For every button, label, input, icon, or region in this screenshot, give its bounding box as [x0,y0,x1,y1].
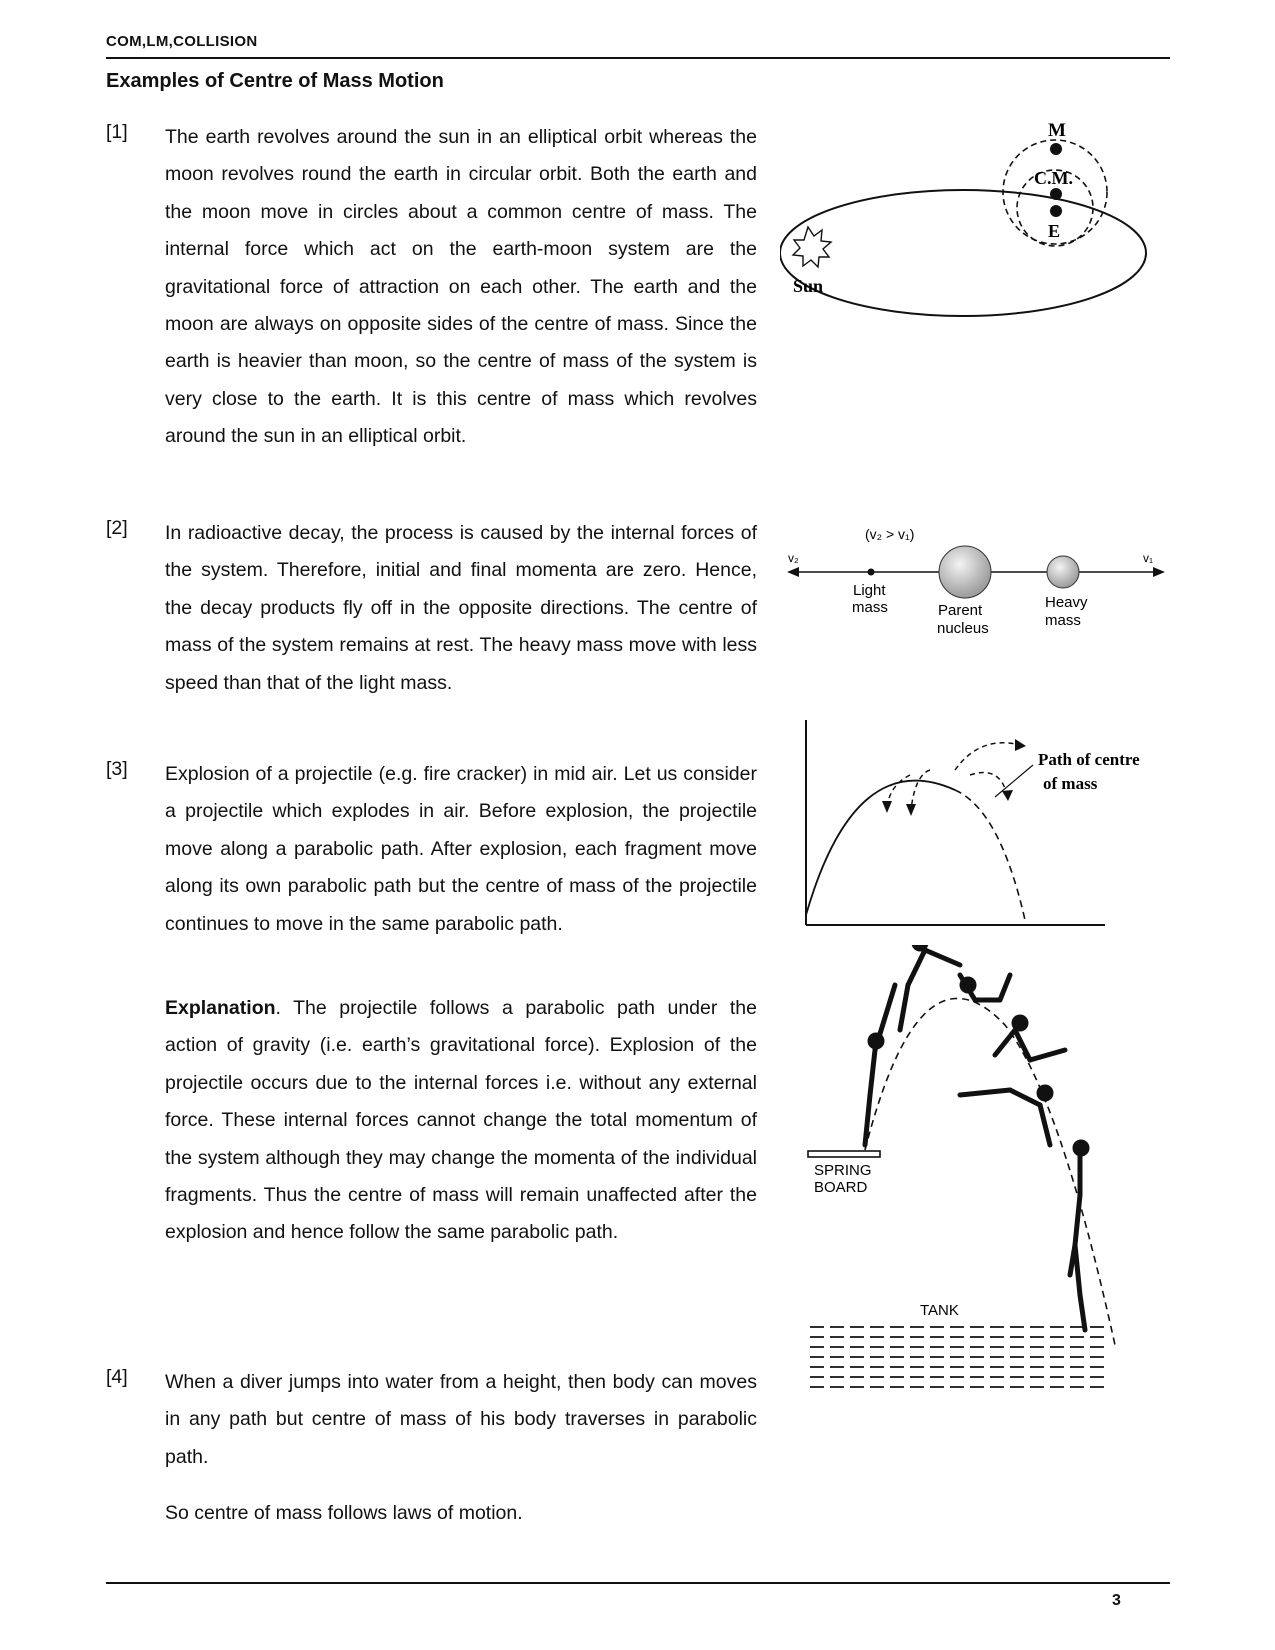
tank-label: TANK [920,1302,959,1319]
spring-board [808,1151,880,1157]
heavy-mass-label-2: mass [1045,612,1081,629]
path-label-1: Path of centre [1038,750,1140,769]
item-text-1: The earth revolves around the sun in an elliptical orbit whereas the moon revolves round the earth in circular orbit. Both the earth and the moon move in circles about a common centre of mass. The internal force which act on the earth-moon system are the gravitational force of attraction on each other. The earth and the moon are always on opposite sides of the centre of mass. Since the earth is heavier than moon, so the centre of mass of the system is very close to the earth. It is this centre of mass which revolves around the sun in an elliptical orbit. [165,126,757,448]
item-text-3: Explosion of a projectile (e.g. fire cracker) in mid air. Let us consider a projectile which explodes in air. Before explosion, the projectile move along a parabolic path. After explosion, each fragment move along its own parabolic path but the centre of mass of the projectile continues to move in the same parabolic path. [165,763,757,935]
diver-pose-5 [960,1087,1051,1145]
footer-divider [106,1582,1170,1584]
left-arrowhead [787,567,799,577]
v1-label: v₁ [1143,551,1154,565]
fragment-arc-3 [955,743,1020,770]
header-divider [106,57,1170,59]
diver-figure [800,945,1170,1415]
earth-label: E [1048,221,1061,241]
running-header: COM,LM,COLLISION [106,33,258,50]
parent-label-1: Parent [938,602,983,619]
orbit-figure [780,110,1170,325]
diver-pose-3 [960,975,1010,1000]
earth-dot [1050,205,1062,217]
velocity-condition: (v₂ > v₁) [865,526,915,542]
projectile-figure [795,715,1170,935]
board-label-1: SPRING [814,1162,872,1179]
fragment-arrow-2 [906,804,916,816]
earth-orbit-ellipse [780,190,1146,316]
sun-label: Sun [793,276,824,296]
path-label-2: of mass [1043,774,1098,793]
explanation-paragraph [165,990,757,1252]
section-title: Examples of Centre of Mass Motion [106,70,444,92]
v2-label: v₂ [788,551,799,565]
item-number-2: [2] [106,517,128,539]
item-text-4: When a diver jumps into water from a height, then body can moves in any path but centre of mass of his body traverses in parabolic path. [165,1371,757,1468]
cm-label: C.M. [1034,168,1073,188]
sun-icon [793,227,831,267]
item-number-3: [3] [106,758,128,780]
diver-pose-1 [865,985,895,1145]
explanation-text: . The projectile follows a parabolic path under the action of gravity (i.e. earth’s gravitational force). Explosion of the projectile occurs due to the internal forces i.e. without any external force. These internal forces cannot change the total momentum of the system although they may change the momenta of the individual fragments. Thus the centre of mass will remain unaffected after the explosion and hence follow the same parabolic path. [165,997,757,1244]
fragment-arrow-3 [1015,739,1026,751]
item-text-2: In radioactive decay, the process is caused by the internal forces of the system. Therefore, initial and final momenta are zero. Hence, the decay products fly off in the opposite directions. The centre of mass of the system remains at rest. The heavy mass move with less speed than that of the light mass. [165,522,757,694]
path-leader-line [995,765,1033,797]
projectile-path [806,781,955,915]
diver-pose-2 [900,945,960,1030]
page-number: 3 [1112,1592,1121,1609]
parent-nucleus-ball [939,546,991,598]
moon-dot [1050,143,1062,155]
explanation-heading: Explanation [165,997,276,1019]
closing-line: So centre of mass follows laws of motion. [165,1502,523,1524]
diver-pose-7 [1075,1245,1085,1330]
cm-dot [1050,188,1062,200]
heavy-mass-ball [1047,556,1079,588]
parent-label-2: nucleus [937,620,989,637]
light-mass-dot [868,569,875,576]
item-number-4: [4] [106,1366,128,1388]
cm-path [955,790,1025,920]
water-lines [810,1327,1110,1387]
decay-figure [785,525,1170,640]
board-label-2: BOARD [814,1179,868,1196]
light-mass-label-1: Light [853,582,886,599]
right-arrowhead [1153,567,1165,577]
heavy-mass-label-1: Heavy [1045,594,1088,611]
fragment-arrow-4 [1002,790,1013,801]
fragment-arrow-1 [882,801,892,813]
diver-pose-4 [995,1017,1065,1060]
light-mass-label-2: mass [852,599,888,616]
item-number-1: [1] [106,121,128,143]
moon-label: M [1048,120,1066,141]
